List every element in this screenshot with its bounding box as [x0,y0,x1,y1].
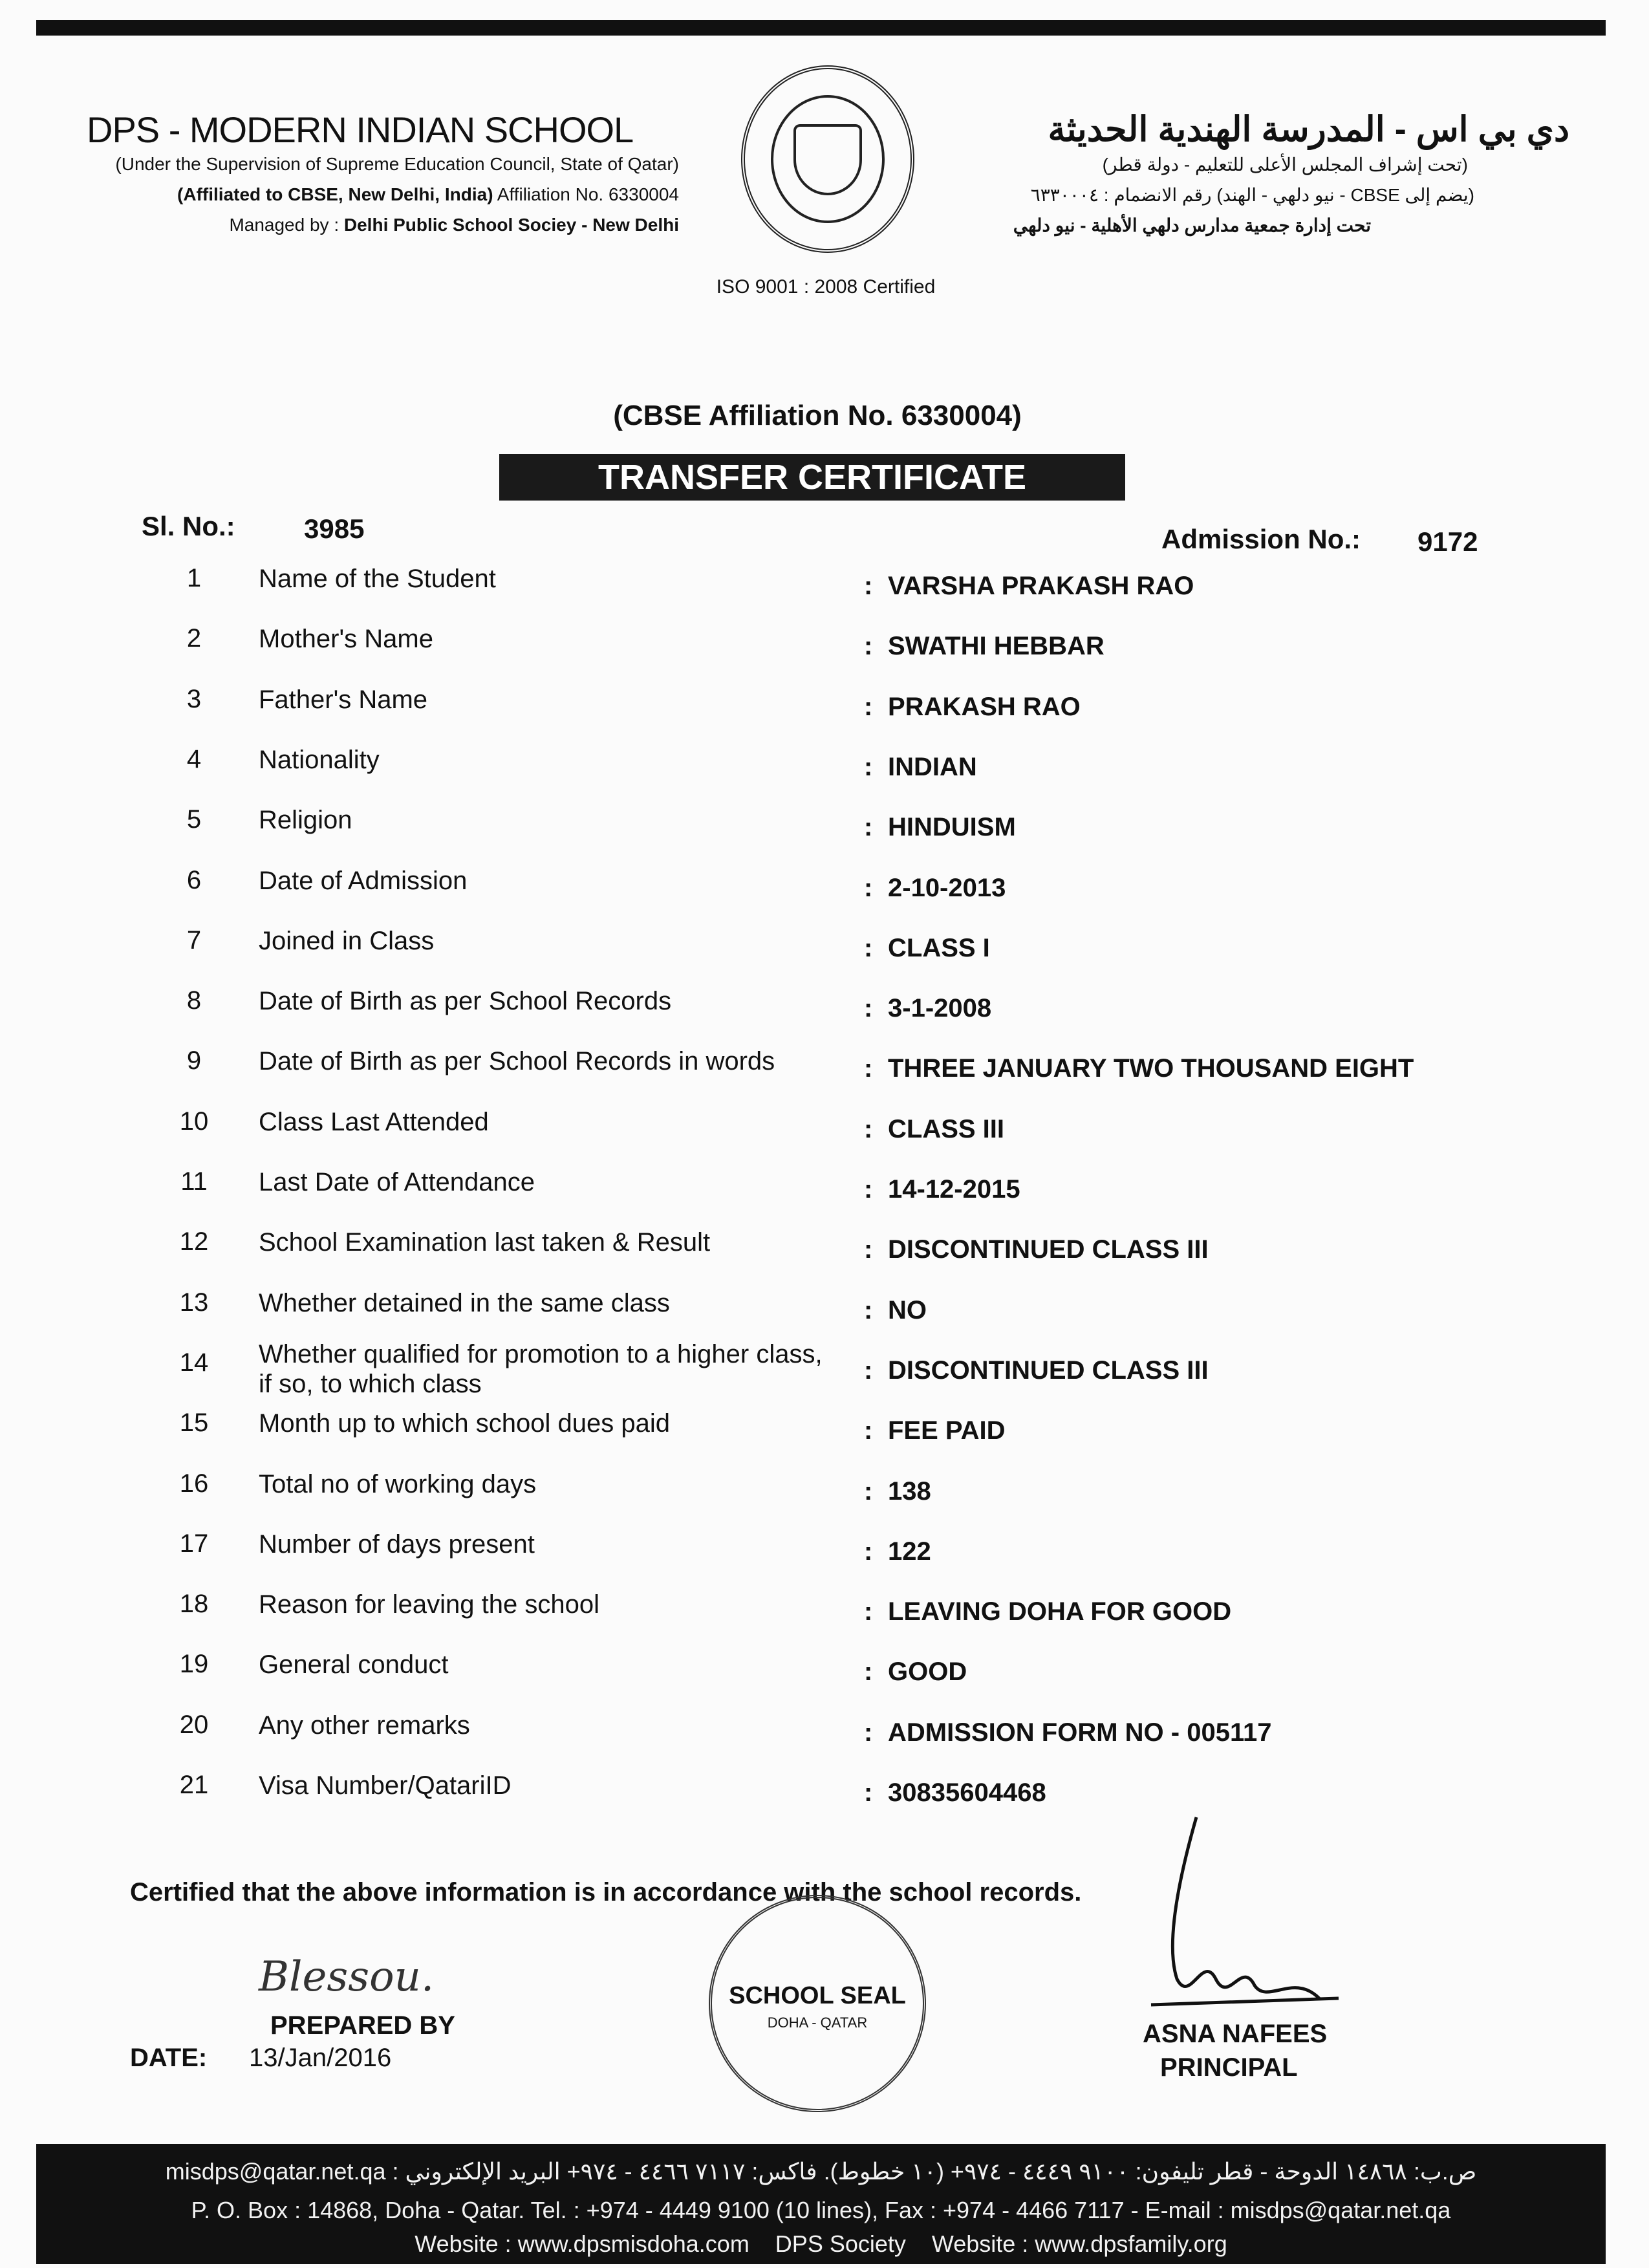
field-label-text: Class Last Attended [259,1107,489,1136]
field-label-text: Whether qualified for promotion to a higher class, [259,1339,823,1368]
field-label-text: Reason for leaving the school [259,1590,599,1619]
field-colon: : [864,1114,873,1143]
school-logo [741,65,914,253]
field-number: 5 [186,805,202,834]
field-label-text: General conduct [259,1650,449,1679]
field-label [259,624,433,654]
field-number: 13 [179,1288,209,1317]
field-label [259,1107,489,1137]
seal-text: SCHOOL SEAL [729,1982,906,2009]
arabic-line-3: تحت إدارة جمعية مدارس دلهي الأهلية - نيو دلهي [1013,215,1371,235]
field-label [259,1590,599,1619]
affiliation-no: Affiliation No. 6330004 [493,184,679,204]
field-label-text: Total no of working days [259,1469,537,1498]
field-value: NO [888,1295,927,1324]
field-colon: : [864,813,873,842]
field-colon: : [864,1778,873,1807]
field-colon: : [864,1355,873,1385]
date-value: 13/Jan/2016 [249,2044,392,2072]
field-label [259,805,352,835]
field-row [0,866,1649,918]
field-number: 10 [179,1107,209,1136]
field-row [0,926,1649,978]
affiliation-bold: (Affiliated to CBSE, New Delhi, India) [177,184,493,204]
field-number: 21 [179,1771,209,1799]
field-number: 6 [186,865,202,894]
field-value: 30835604468 [888,1778,1046,1807]
school-name: DPS - MODERN INDIAN SCHOOL [87,109,634,150]
field-row [0,624,1649,676]
school-seal [709,1895,926,2112]
header-line-1: (Under the Supervision of Supreme Education Council, State of Qatar) [115,154,679,174]
field-label [259,1167,535,1197]
field-number: 4 [186,744,202,773]
iso-certification: ISO 9001 : 2008 Certified [716,276,936,297]
field-label [259,926,434,956]
field-number: 19 [179,1650,209,1679]
field-label-text-2: if so, to which class [259,1369,482,1398]
field-value: LEAVING DOHA FOR GOOD [888,1597,1232,1626]
footer-arabic: ص.ب: ١٤٨٦٨ الدوحة - قطر تليفون: ٩١٠٠ ٤٤٤٩ - ٩٧٤+ (١٠ خطوط). فاكس: ٧١١٧ ٤٤٦٦ - ٩٧٤+ البريد الإلكتروني : misdps@qatar.net.qa [165,2158,1477,2185]
field-colon: : [864,632,873,661]
field-label-text: Religion [259,806,352,835]
footer [36,2144,1606,2264]
field-number: 15 [179,1409,209,1438]
admission-label: Admission No.: [1161,524,1361,554]
field-value: FEE PAID [888,1416,1006,1445]
arabic-line-2: (يضم إلى CBSE - نيو دلهي - الهند) رقم الانضمام : ٦٣٣٠٠٠٤ [1030,185,1474,205]
field-number: 9 [186,1046,202,1075]
field-value: CLASS III [888,1114,1005,1143]
field-number: 17 [179,1529,209,1558]
field-value: DISCONTINUED CLASS III [888,1235,1209,1264]
field-colon: : [864,1597,873,1626]
field-row [0,1771,1649,1822]
field-value: PRAKASH RAO [888,692,1081,721]
field-label-text: Mother's Name [259,625,433,654]
field-label-text: Whether detained in the same class [259,1288,670,1317]
field-value: GOOD [888,1658,967,1687]
principal-title: PRINCIPAL [1160,2053,1298,2082]
field-value: HINDUISM [888,813,1016,842]
field-value: 14-12-2015 [888,1175,1020,1204]
field-value: THREE JANUARY TWO THOUSAND EIGHT [888,1054,1414,1083]
field-row [0,1107,1649,1159]
field-label-text: Date of Birth as per School Records [259,987,672,1016]
field-label-text: Number of days present [259,1529,535,1559]
crest-icon [793,124,862,195]
field-label [259,1529,535,1559]
field-colon: : [864,752,873,781]
field-row [0,685,1649,737]
field-row [0,1590,1649,1641]
field-row [0,1167,1649,1219]
managed-by: Delhi Public School Sociey - New Delhi [343,215,679,235]
principal-name: ASNA NAFEES [1143,2020,1328,2048]
field-colon: : [864,1537,873,1566]
field-colon: : [864,1718,873,1747]
managed-by-label: Managed by : [229,215,344,235]
field-number: 20 [179,1710,209,1739]
header-rule [36,20,1606,36]
field-label-text: School Examination last taken & Result [259,1228,711,1257]
header-line-3 [229,215,679,235]
field-row [0,1409,1649,1460]
field-colon: : [864,873,873,902]
serial-number: 3985 [304,513,365,544]
field-label-text: Name of the Student [259,565,496,593]
field-number: 18 [179,1590,209,1619]
field-label [259,745,380,775]
field-number: 11 [180,1167,208,1196]
field-label-text: Joined in Class [259,926,435,955]
field-colon: : [864,1235,873,1264]
field-number: 16 [179,1469,209,1498]
field-value: INDIAN [888,752,977,781]
field-colon: : [864,692,873,721]
field-colon: : [864,1658,873,1687]
field-label [259,564,496,594]
field-value: 3-1-2008 [888,994,992,1023]
field-label [259,986,671,1016]
field-label [259,1469,536,1499]
field-row [0,1469,1649,1521]
field-label [259,1227,710,1257]
field-label [259,685,427,715]
principal-signature [1125,1811,1345,2024]
field-number: 12 [179,1227,209,1257]
field-label [259,1711,470,1740]
document-title: TRANSFER CERTIFICATE [499,454,1125,501]
field-label [259,1650,449,1679]
cbse-affiliation: (CBSE Affiliation No. 6330004) [613,400,1022,431]
field-colon: : [864,994,873,1023]
arabic-school-name: دي بي اس - المدرسة الهندية الحديثة [1048,110,1569,149]
field-label-text: Father's Name [259,685,428,714]
footer-websites: Website : www.dpsmisdoha.com DPS Society Website : www.dpsfamily.org [415,2230,1227,2257]
seal-subtext: DOHA - QATAR [767,2014,868,2031]
prepared-by: PREPARED BY [270,2011,455,2040]
field-row [0,1339,1649,1400]
field-value: DISCONTINUED CLASS III [888,1355,1209,1385]
field-number: 7 [186,925,202,955]
field-value: CLASS I [888,933,990,962]
field-value: SWATHI HEBBAR [888,632,1105,661]
serial-label: Sl. No.: [142,511,235,541]
field-colon: : [864,933,873,962]
field-label-text: Last Date of Attendance [259,1168,535,1196]
field-row [0,1288,1649,1340]
admission-number: 9172 [1417,526,1478,557]
field-number: 8 [186,986,202,1015]
field-colon: : [864,1054,873,1083]
field-colon: : [864,1175,873,1204]
field-row [0,1227,1649,1279]
arabic-line-1: (تحت إشراف المجلس الأعلى للتعليم - دولة قطر) [1102,155,1468,175]
field-number: 14 [179,1348,209,1377]
field-label [259,1409,670,1438]
field-number: 1 [186,564,202,592]
field-row [0,745,1649,797]
field-colon: : [864,1295,873,1324]
field-label-text: Month up to which school dues paid [259,1409,670,1438]
header-line-2 [177,184,679,205]
field-label [259,1046,775,1076]
field-label [259,1288,670,1318]
field-row [0,805,1649,857]
date-label: DATE: [130,2044,208,2072]
field-value: VARSHA PRAKASH RAO [888,572,1194,600]
field-value: 2-10-2013 [888,873,1006,902]
field-colon: : [864,1416,873,1445]
field-label [259,866,467,896]
footer-contact: P. O. Box : 14868, Doha - Qatar. Tel. : +974 - 4449 9100 (10 lines), Fax : +974 - 4466 7117 - E-mail : misdps@qatar.net.qa [191,2197,1451,2223]
field-label-text: Nationality [259,745,380,774]
field-label [259,1771,512,1800]
field-label-text: Visa Number/QatariID [259,1771,512,1800]
field-row [0,986,1649,1038]
field-row [0,1711,1649,1762]
field-row [0,1529,1649,1581]
field-label-text: Any other remarks [259,1711,470,1740]
field-value: 122 [888,1537,931,1566]
field-number: 3 [186,684,202,713]
field-value: ADMISSION FORM NO - 005117 [888,1718,1272,1747]
field-label-text: Date of Admission [259,866,468,895]
field-row [0,1046,1649,1098]
field-colon: : [864,1476,873,1506]
field-row [0,1650,1649,1701]
field-colon: : [864,572,873,600]
preparer-signature: Blessou. [259,1953,435,2001]
field-row [0,564,1649,616]
field-label [259,1339,823,1399]
field-number: 2 [186,624,202,653]
certification-statement: Certified that the above information is in accordance with the school records. [130,1878,1082,1906]
field-value: 138 [888,1476,931,1506]
field-label-text: Date of Birth as per School Records in words [259,1047,775,1076]
